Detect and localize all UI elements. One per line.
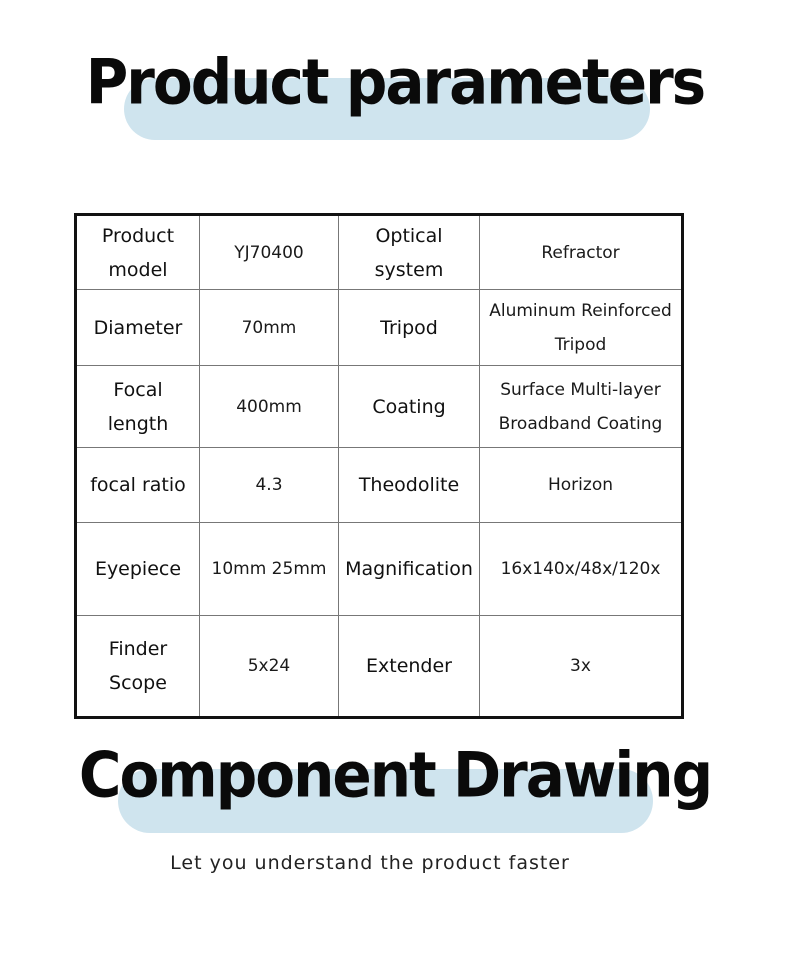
table-row xyxy=(76,215,683,290)
param-label: Tripod xyxy=(339,290,480,365)
table-row xyxy=(76,522,683,616)
param-value: Surface Multi-layer Broadband Coating xyxy=(480,365,683,447)
param-label: focal ratio xyxy=(76,448,200,522)
param-value: 10mm 25mm xyxy=(200,522,339,616)
param-label: Finder Scope xyxy=(76,616,200,718)
param-value: 400mm xyxy=(200,365,339,447)
param-value: 16x140x/48x/120x xyxy=(480,522,683,616)
param-label: Magnification xyxy=(339,522,480,616)
param-label: Coating xyxy=(339,365,480,447)
param-label: Product model xyxy=(76,215,200,290)
param-label: Theodolite xyxy=(339,448,480,522)
product-parameters-title: Product parameters xyxy=(85,45,705,119)
param-value: Refractor xyxy=(480,215,683,290)
param-label: Diameter xyxy=(76,290,200,365)
param-label: Extender xyxy=(339,616,480,718)
param-value: 5x24 xyxy=(200,616,339,718)
product-parameters-table xyxy=(74,213,684,719)
component-drawing-title: Component Drawing xyxy=(78,738,712,812)
param-label: Eyepiece xyxy=(76,522,200,616)
param-value: 4.3 xyxy=(200,448,339,522)
table-row xyxy=(76,616,683,718)
param-value: 3x xyxy=(480,616,683,718)
param-value: YJ70400 xyxy=(200,215,339,290)
table-row xyxy=(76,448,683,522)
param-label: Optical system xyxy=(339,215,480,290)
component-drawing-subtitle: Let you understand the product faster xyxy=(170,852,570,874)
table-row xyxy=(76,290,683,365)
component-drawing-header xyxy=(0,735,790,845)
param-value: Aluminum Reinforced Tripod xyxy=(480,290,683,365)
product-parameters-header xyxy=(0,40,790,150)
param-value: 70mm xyxy=(200,290,339,365)
param-label: Focal length xyxy=(76,365,200,447)
table-row xyxy=(76,365,683,447)
param-value: Horizon xyxy=(480,448,683,522)
